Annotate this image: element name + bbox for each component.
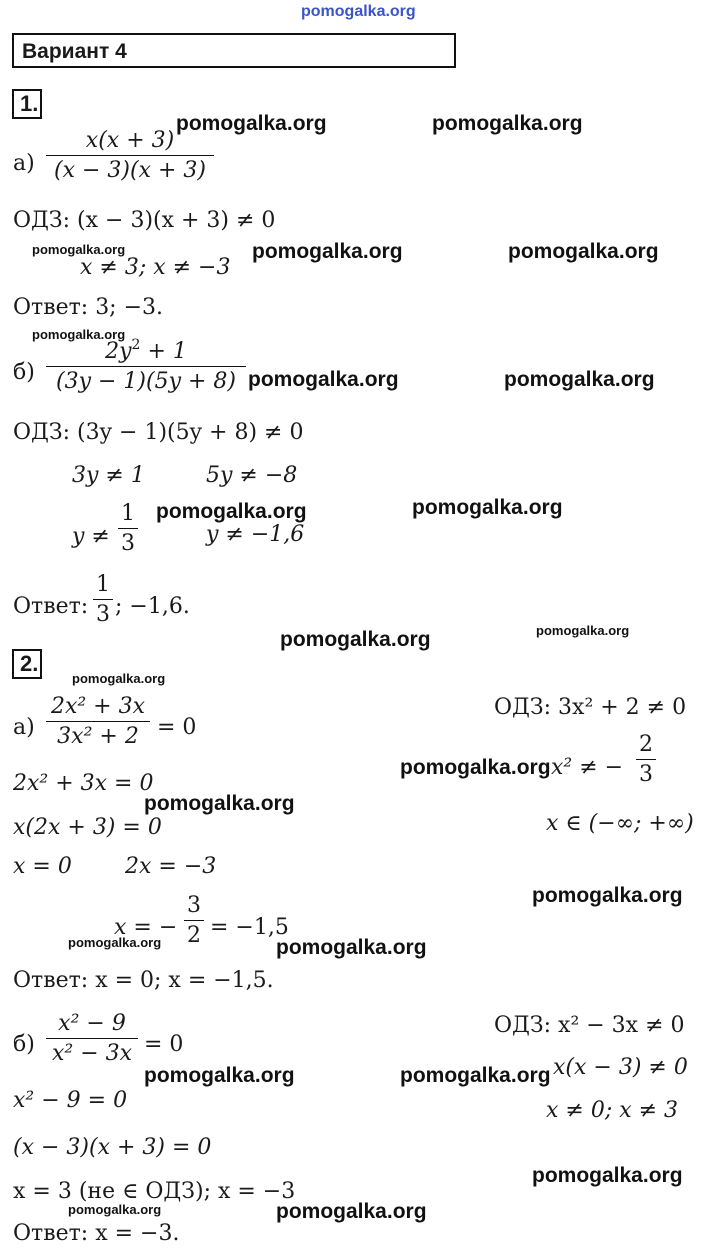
task-1-number: 1. (12, 89, 42, 119)
task-2a-line-4-fraction: 3 2 (184, 895, 204, 947)
task-1b-answer-fraction: 1 3 (93, 574, 113, 626)
task-1a-fraction (46, 130, 214, 182)
watermark: pomogalka.org (280, 628, 431, 651)
task-1b-cond-3-left: y ≠ (72, 524, 110, 549)
watermark: pomogalka.org (504, 368, 655, 391)
task-2a-numerator: 2x² + 3x (50, 694, 146, 719)
task-2b-denominator: x² − 3x (51, 1041, 133, 1066)
task-2a-odz-fraction: 2 3 (636, 734, 656, 786)
task-2a-eq-tail: = 0 (157, 715, 197, 740)
watermark: pomogalka.org (400, 1064, 551, 1087)
task-2b-line-3: x = 3 (не ∈ ОДЗ); x = −3 (13, 1179, 296, 1204)
task-1b-answer-tail: ; −1,6. (115, 594, 190, 619)
task-1b-cond-2: 5y ≠ −8 (206, 463, 298, 488)
task-2a-odz: ОДЗ: 3x² + 2 ≠ 0 (494, 695, 687, 720)
task-1b-fraction (46, 338, 246, 393)
task-2a-denominator: 3x² + 2 (57, 724, 139, 749)
watermark: pomogalka.org (508, 240, 659, 263)
watermark: pomogalka.org (532, 1164, 683, 1187)
watermark: pomogalka.org (400, 756, 551, 779)
task-2b-odz-3: x ≠ 0; x ≠ 3 (546, 1098, 679, 1123)
task-2b-numerator: x² − 9 (58, 1011, 126, 1036)
task-1a-conditions: x ≠ 3; x ≠ −3 (80, 255, 231, 280)
task-2b-fraction (46, 1013, 138, 1065)
task-2a-line-2: x(2x + 3) = 0 (13, 815, 162, 840)
task-1b-cond-1: 3y ≠ 1 (72, 463, 145, 488)
task-1a-label: а) (13, 151, 35, 176)
task-2b-line-1: x² − 9 = 0 (13, 1088, 128, 1113)
task-1b-numerator: $2y^2 + 1$ (105, 337, 187, 364)
variant-header (12, 33, 456, 68)
task-2a-line-4-tail: = −1,5 (210, 915, 289, 940)
watermark: pomogalka.org (144, 1064, 295, 1087)
task-2a-fraction (46, 696, 150, 748)
watermark: pomogalka.org (176, 112, 327, 135)
task-2a-label: а) (13, 715, 35, 740)
top-watermark: pomogalka.org (301, 3, 416, 20)
task-1b-cond-3-fraction: 1 3 (118, 503, 138, 555)
task-2-number: 2. (12, 649, 42, 679)
task-2a-answer: Ответ: x = 0; x = −1,5. (13, 968, 274, 993)
task-1b-denominator: (3y − 1)(5y + 8) (55, 369, 237, 394)
task-2b-odz-2: x(x − 3) ≠ 0 (553, 1055, 688, 1080)
task-2a-line-4-left: x = − (114, 915, 178, 940)
watermark: pomogalka.org (156, 500, 307, 523)
task-2a-line-3a: x = 0 (13, 854, 72, 879)
watermark: pomogalka.org (252, 240, 403, 263)
fraction-bar (46, 1038, 138, 1039)
task-1b-answer-prefix: Ответ: (13, 594, 89, 619)
watermark: pomogalka.org (144, 792, 295, 815)
task-2b-label: б) (13, 1032, 35, 1057)
watermark: pomogalka.org (248, 368, 399, 391)
watermark: pomogalka.org (276, 936, 427, 959)
fraction-bar (46, 366, 246, 367)
task-1b-odz: ОДЗ: (3y − 1)(5y + 8) ≠ 0 (13, 420, 304, 445)
task-1b-label: б) (13, 360, 35, 385)
task-1b-cond-4: y ≠ −1,6 (206, 522, 305, 547)
watermark: pomogalka.org (68, 935, 162, 950)
task-1a-numerator: x(x + 3) (85, 128, 175, 153)
watermark: pomogalka.org (32, 327, 126, 342)
task-2b-answer: Ответ: x = −3. (13, 1221, 180, 1246)
watermark: pomogalka.org (432, 112, 583, 135)
watermark: pomogalka.org (532, 884, 683, 907)
watermark: pomogalka.org (412, 496, 563, 519)
task-2b-eq-tail: = 0 (144, 1032, 184, 1057)
watermark: pomogalka.org (536, 623, 630, 638)
task-2a-line-3b: 2x = −3 (125, 854, 217, 879)
variant-title: Вариант 4 (22, 40, 127, 63)
watermark: pomogalka.org (72, 671, 166, 686)
fraction-bar (46, 155, 214, 156)
watermark: pomogalka.org (68, 1202, 162, 1217)
task-2b-odz: ОДЗ: x² − 3x ≠ 0 (494, 1013, 685, 1038)
task-2a-odz-3: x ∈ (−∞; +∞) (546, 811, 694, 836)
fraction-bar (46, 721, 150, 722)
task-1a-answer: Ответ: 3; −3. (13, 295, 164, 320)
task-2b-line-2: (x − 3)(x + 3) = 0 (13, 1135, 212, 1160)
task-1a-odz: ОДЗ: (x − 3)(x + 3) ≠ 0 (13, 208, 276, 233)
task-2a-odz-2: x² ≠ − (551, 755, 624, 780)
task-1a-denominator: (x − 3)(x + 3) (54, 158, 206, 183)
task-2a-line-1: 2x² + 3x = 0 (13, 771, 154, 796)
watermark: pomogalka.org (276, 1200, 427, 1223)
watermark: pomogalka.org (32, 242, 126, 257)
